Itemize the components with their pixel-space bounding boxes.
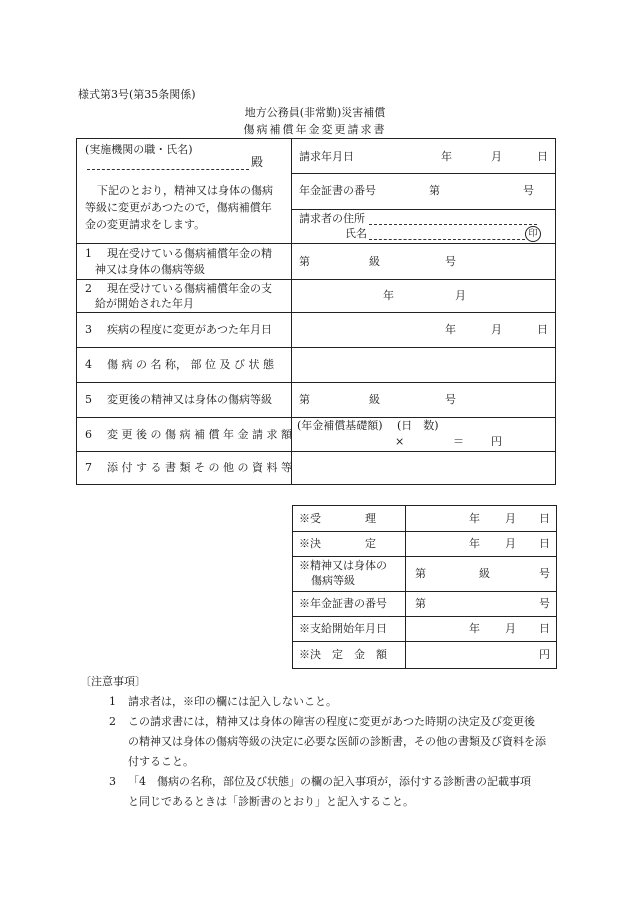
request-date-label: 請求年月日 [299, 150, 354, 163]
item-7-label: 添 付 す る 書 類 そ の 他 の 資 料 等 [107, 461, 292, 474]
form-title-line2: 傷病補償年金変更請求書 [243, 123, 387, 136]
item-3-value-year: 年 [445, 323, 456, 336]
note-2-continuation-1: の精神又は身体の傷病等級の決定に必要な医師の診断書，その他の書類及び資料を添 [128, 735, 546, 748]
item-6-number: 6 [85, 428, 92, 441]
office-grade-grade: 級 [479, 567, 490, 580]
requester-name-line[interactable] [369, 239, 525, 240]
item-6-equals: ＝ [453, 435, 464, 448]
item-3-value-month: 月 [491, 323, 502, 336]
certificate-number-label: 年金証書の番号 [299, 184, 376, 197]
note-item-2 [80, 712, 560, 732]
item-2-value-month: 月 [455, 289, 466, 302]
note-1-text: 請求者は，※印の欄には記入しないこと。 [128, 695, 337, 708]
office-grade-label-line2: 傷病等級 [311, 574, 355, 587]
requester-address-line[interactable] [369, 224, 537, 225]
item-1-value-prefix: 第 [299, 255, 310, 268]
note-3-continuation-1: と同じであるときは「診断書のとおり」と記入すること。 [128, 795, 414, 808]
note-3-number: 3 [109, 775, 116, 788]
office-received-label: ※受 理 [299, 512, 376, 525]
item-2-number: 2 [85, 282, 92, 295]
item-2-value-year: 年 [383, 289, 394, 302]
item-1-value-suffix: 号 [445, 255, 456, 268]
request-line-2: 等級に変更があつたので，傷病補償年 [85, 201, 272, 214]
office-grade-prefix: 第 [415, 567, 426, 580]
item-6-base-amount-label: (年金補償基礎額) [297, 419, 383, 432]
office-grade-suffix: 号 [539, 567, 550, 580]
office-cert-suffix: 号 [539, 597, 550, 610]
note-item-1 [80, 692, 560, 712]
form-number: 様式第3号(第35条関係) [78, 88, 196, 101]
item-3-label: 疾病の程度に変更があつた年月日 [107, 323, 272, 336]
item-5-value-prefix: 第 [299, 393, 310, 406]
item-6-multiply: × [395, 435, 405, 448]
item-4-label: 傷 病 の 名 称， 部 位 及 び 状 態 [107, 358, 274, 371]
note-2-number: 2 [109, 715, 116, 728]
office-cert-label: ※年金証書の番号 [299, 597, 387, 610]
note-3-text: 「4 傷病の名称，部位及び状態」の欄の記入事項が，添付する診断書の記載事項 [128, 775, 531, 788]
addressee-label: (実施機関の職・氏名) [85, 143, 193, 156]
office-cert-prefix: 第 [415, 597, 426, 610]
requester-name-label: 氏名 [345, 227, 367, 240]
notes-section [80, 672, 560, 812]
note-1-number: 1 [109, 695, 116, 708]
item-5-number: 5 [85, 393, 92, 406]
office-start-date-label: ※支給開始年月日 [299, 622, 387, 635]
office-grade-label-line1: ※精神又は身体の [299, 559, 387, 572]
note-2-continuation-2: 付すること。 [128, 755, 194, 768]
office-decided-year: 年 [469, 537, 480, 550]
addressee-line[interactable] [87, 169, 249, 170]
office-start-date-day: 日 [539, 622, 550, 635]
item-3-value-day: 日 [537, 323, 548, 336]
item-2-label-line2: 給が開始された年月 [95, 297, 194, 310]
requester-address-label: 請求者の住所 [299, 212, 365, 225]
item-1-number: 1 [85, 247, 92, 260]
certificate-number-suffix: 号 [523, 184, 534, 197]
item-2-label-line1: 現在受けている傷病補償年金の支 [107, 282, 272, 295]
office-use-table [292, 505, 557, 669]
office-start-date-month: 月 [505, 622, 516, 635]
item-1-value-grade: 級 [369, 255, 380, 268]
request-date-year: 年 [441, 150, 452, 163]
item-1-label-line1: 現在受けている傷病補償年金の精 [107, 247, 272, 260]
office-decided-day: 日 [539, 537, 550, 550]
certificate-number-prefix: 第 [429, 184, 440, 197]
item-6-yen: 円 [491, 435, 502, 448]
notes-heading: 〔注意事項〕 [80, 675, 146, 688]
main-form-table [76, 138, 556, 485]
item-5-value-suffix: 号 [445, 393, 456, 406]
item-6-label: 変 更 後 の 傷 病 補 償 年 金 請 求 額 [107, 428, 292, 441]
seal-mark-icon: 印 [525, 226, 541, 242]
office-received-day: 日 [539, 512, 550, 525]
office-start-date-year: 年 [469, 622, 480, 635]
note-item-3 [80, 772, 560, 792]
office-amount-label: ※決 定 金 額 [299, 648, 387, 661]
office-decided-month: 月 [505, 537, 516, 550]
item-3-number: 3 [85, 323, 92, 336]
request-date-day: 日 [537, 150, 548, 163]
request-line-3: 金の変更請求をします。 [85, 218, 206, 231]
office-decided-label: ※決 定 [299, 537, 376, 550]
item-4-number: 4 [85, 358, 92, 371]
item-7-number: 7 [85, 461, 92, 474]
item-6-days-label: (日 数) [397, 419, 439, 432]
note-2-text: この請求書には，精神又は身体の障害の程度に変更があつた時期の決定及び変更後 [128, 715, 535, 728]
office-amount-yen: 円 [539, 648, 550, 661]
request-line-1: 下記のとおり，精神又は身体の傷病 [97, 184, 273, 197]
office-received-year: 年 [469, 512, 480, 525]
request-date-month: 月 [491, 150, 502, 163]
office-received-month: 月 [505, 512, 516, 525]
addressee-suffix: 殿 [251, 155, 264, 169]
item-5-label: 変更後の精神又は身体の傷病等級 [107, 393, 272, 406]
item-1-label-line2: 神又は身体の傷病等級 [95, 263, 205, 276]
item-5-value-grade: 級 [369, 393, 380, 406]
form-title-line1: 地方公務員(非常勤)災害補償 [244, 106, 386, 119]
